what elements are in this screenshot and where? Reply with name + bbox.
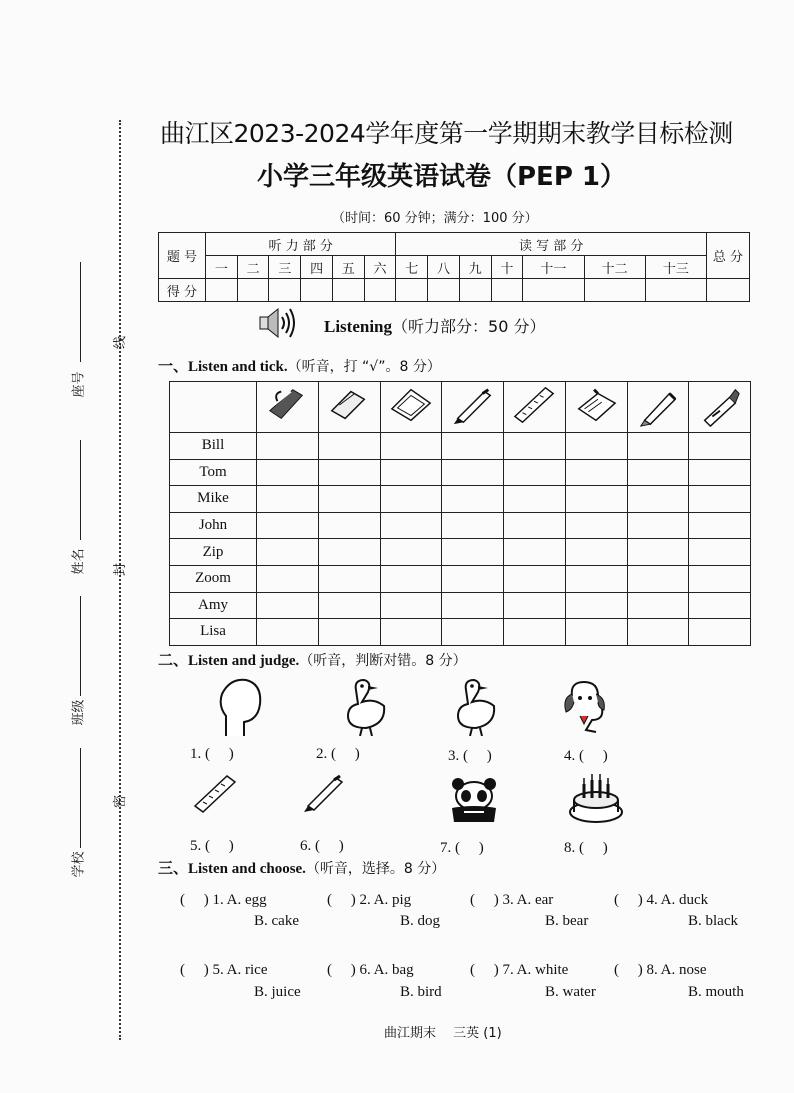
question-number-cell: 八 [428, 256, 460, 279]
ruler-icon [511, 382, 557, 428]
pen-icon [300, 768, 360, 828]
judge-picture [444, 774, 504, 838]
seal-dotted-line [119, 120, 121, 1040]
reading-writing-header: 读 写 部 分 [396, 233, 707, 256]
score-cell[interactable] [396, 279, 428, 302]
tick-cell[interactable] [442, 619, 504, 646]
tick-row [170, 565, 751, 592]
judge-answer-slot[interactable]: 4. ( ) [564, 748, 608, 764]
page-footer: 曲江期末 三英 (1) [384, 1026, 502, 1041]
row-label-score: 得 分 [159, 279, 206, 302]
tick-cell[interactable] [689, 592, 751, 619]
listening-header: 听 力 部 分 [206, 233, 396, 256]
time-info: （时间：60 分钟；满分：100 分） [332, 211, 538, 226]
pen-icon [450, 382, 496, 428]
crayon-icon [697, 382, 743, 428]
tick-cell[interactable] [318, 512, 380, 539]
judge-answer-slot[interactable]: 1. ( ) [190, 746, 234, 762]
section1-title-en: 一、Listen and tick. [158, 359, 288, 375]
judge-picture [184, 770, 258, 834]
tick-cell[interactable] [442, 539, 504, 566]
tick-cell[interactable] [318, 459, 380, 486]
score-cell[interactable] [645, 279, 706, 302]
seat-field[interactable] [80, 262, 81, 362]
judge-picture [214, 676, 274, 740]
tick-row-name: Tom [170, 459, 257, 486]
section3-title [158, 857, 445, 878]
score-cell[interactable] [206, 279, 238, 302]
listening-title-en: Listening [324, 317, 393, 336]
notebook-icon [388, 382, 434, 428]
tick-cell[interactable] [504, 565, 566, 592]
seal-char-line: 线 [113, 335, 129, 350]
judge-picture [338, 676, 398, 740]
tick-cell[interactable] [318, 619, 380, 646]
tick-row-name: Amy [170, 592, 257, 619]
tick-cell[interactable] [627, 565, 689, 592]
ruler-icon [184, 770, 258, 830]
listening-title-cn: （听力部分：50 分） [392, 317, 546, 336]
tick-column-header [627, 382, 689, 433]
question-number-cell: 十 [491, 256, 523, 279]
tick-cell[interactable] [257, 459, 319, 486]
judge-answer-slot[interactable]: 7. ( ) [440, 840, 484, 856]
tick-cell[interactable] [565, 539, 627, 566]
choice-question[interactable]: ( ) 3. A. ear [470, 892, 554, 908]
tick-cell[interactable] [380, 592, 442, 619]
tick-column-header [565, 382, 627, 433]
bag-icon [264, 382, 310, 428]
pencil-icon [635, 382, 681, 428]
tick-cell[interactable] [442, 433, 504, 460]
judge-answer-slot[interactable]: 6. ( ) [300, 838, 344, 854]
panda-icon [444, 774, 504, 834]
tick-cell[interactable] [504, 539, 566, 566]
question-number-cell: 五 [332, 256, 364, 279]
tick-cell[interactable] [689, 459, 751, 486]
eraser-icon [326, 382, 372, 428]
question-number-cell: 十二 [584, 256, 645, 279]
tick-cell[interactable] [565, 459, 627, 486]
tick-row [170, 539, 751, 566]
question-number-cell: 十三 [645, 256, 706, 279]
tick-cell[interactable] [318, 539, 380, 566]
row-label-number: 题 号 [159, 233, 206, 279]
cake-icon [566, 770, 626, 830]
section1-title [158, 355, 441, 376]
seal-char-mi: 密 [113, 794, 129, 809]
tick-cell[interactable] [565, 619, 627, 646]
tick-row-name: Bill [170, 433, 257, 460]
choice-option-b: B. water [545, 984, 596, 1000]
tick-column-header [442, 382, 504, 433]
question-number-cell: 十一 [523, 256, 584, 279]
score-cell[interactable] [584, 279, 645, 302]
tick-cell[interactable] [627, 512, 689, 539]
choice-option-b: B. cake [254, 913, 299, 929]
section1-title-cn: （听音，打 “√”。8 分） [287, 359, 441, 375]
tick-cell[interactable] [257, 619, 319, 646]
tick-cell[interactable] [689, 619, 751, 646]
tick-row [170, 486, 751, 513]
score-cell[interactable] [364, 279, 396, 302]
score-cell[interactable] [523, 279, 584, 302]
tick-cell[interactable] [504, 592, 566, 619]
judge-answer-slot[interactable]: 2. ( ) [316, 746, 360, 762]
page-subtitle: 小学三年级英语试卷（PEP 1） [257, 162, 627, 192]
tick-row [170, 592, 751, 619]
tick-column-header [318, 382, 380, 433]
tick-cell[interactable] [257, 486, 319, 513]
total-score-cell[interactable] [707, 279, 750, 302]
question-number-cell: 七 [396, 256, 428, 279]
score-cell[interactable] [459, 279, 491, 302]
choice-question[interactable]: ( ) 6. A. bag [327, 962, 414, 978]
tick-cell[interactable] [442, 486, 504, 513]
score-cell[interactable] [269, 279, 301, 302]
tick-table-corner [170, 382, 257, 433]
section2-title-en: 二、Listen and judge. [158, 653, 300, 669]
seat-label: 座号 [71, 371, 87, 398]
tick-cell[interactable] [689, 512, 751, 539]
tick-cell[interactable] [257, 512, 319, 539]
score-cell[interactable] [301, 279, 333, 302]
tick-cell[interactable] [257, 433, 319, 460]
choice-question[interactable]: ( ) 2. A. pig [327, 892, 412, 908]
score-table [158, 232, 750, 302]
judge-picture [558, 676, 618, 740]
tick-cell[interactable] [627, 459, 689, 486]
name-field[interactable] [80, 440, 81, 540]
tick-cell[interactable] [689, 486, 751, 513]
choice-question[interactable]: ( ) 7. A. white [470, 962, 569, 978]
score-cell[interactable] [491, 279, 523, 302]
choice-option-b: B. bear [545, 913, 589, 929]
section3-title-cn: （听音，选择。8 分） [305, 861, 446, 877]
judge-answer-slot[interactable]: 3. ( ) [448, 748, 492, 764]
tick-table [169, 381, 751, 646]
tick-column-header [689, 382, 751, 433]
listening-title [324, 314, 545, 337]
tick-column-header [504, 382, 566, 433]
choice-question[interactable]: ( ) 1. A. egg [180, 892, 267, 908]
tick-row [170, 459, 751, 486]
question-number-cell: 四 [301, 256, 333, 279]
section2-title-cn: （听音，判断对错。8 分） [299, 653, 467, 669]
class-field[interactable] [80, 596, 81, 696]
tick-row [170, 619, 751, 646]
choice-question[interactable]: ( ) 4. A. duck [614, 892, 709, 908]
tick-cell[interactable] [627, 619, 689, 646]
tick-cell[interactable] [627, 486, 689, 513]
tick-cell[interactable] [504, 486, 566, 513]
judge-picture [448, 676, 508, 740]
choice-option-b: B. black [688, 913, 738, 929]
choice-option-b: B. dog [400, 913, 441, 929]
class-label: 班级 [71, 699, 87, 726]
choice-option-b: B. bird [400, 984, 442, 1000]
speaker-icon [258, 305, 298, 341]
tick-cell[interactable] [442, 565, 504, 592]
head-icon [214, 676, 274, 736]
tick-cell[interactable] [504, 433, 566, 460]
duck-icon [338, 676, 398, 736]
section3-title-en: 三、Listen and choose. [158, 861, 306, 877]
page-title: 曲江区2023-2024学年度第一学期期末教学目标检测 [160, 119, 733, 148]
tick-cell[interactable] [442, 459, 504, 486]
question-number-cell: 六 [364, 256, 396, 279]
seal-char-feng: 封 [113, 562, 129, 577]
total-header: 总 分 [707, 233, 750, 279]
score-cell[interactable] [237, 279, 269, 302]
question-number-cell: 三 [269, 256, 301, 279]
tick-cell[interactable] [504, 512, 566, 539]
school-field[interactable] [80, 748, 81, 848]
question-number-cell: 二 [237, 256, 269, 279]
tick-cell[interactable] [380, 565, 442, 592]
tick-cell[interactable] [565, 512, 627, 539]
duck-icon [448, 676, 508, 736]
tick-column-header [257, 382, 319, 433]
tick-row-name: John [170, 512, 257, 539]
tick-cell[interactable] [380, 619, 442, 646]
score-cell[interactable] [428, 279, 460, 302]
tick-cell[interactable] [627, 539, 689, 566]
tick-cell[interactable] [257, 592, 319, 619]
tick-cell[interactable] [442, 512, 504, 539]
choice-option-b: B. juice [254, 984, 301, 1000]
tick-cell[interactable] [627, 592, 689, 619]
book-icon [573, 382, 619, 428]
question-number-cell: 九 [459, 256, 491, 279]
dog-icon [558, 676, 618, 736]
tick-cell[interactable] [318, 592, 380, 619]
tick-cell[interactable] [442, 592, 504, 619]
tick-row-name: Zoom [170, 565, 257, 592]
choice-question[interactable]: ( ) 5. A. rice [180, 962, 268, 978]
tick-cell[interactable] [565, 433, 627, 460]
tick-cell[interactable] [504, 459, 566, 486]
tick-row-name: Zip [170, 539, 257, 566]
choice-option-b: B. mouth [688, 984, 744, 1000]
tick-row-name: Lisa [170, 619, 257, 646]
tick-row [170, 433, 751, 460]
question-number-cell: 一 [206, 256, 238, 279]
tick-cell[interactable] [689, 433, 751, 460]
tick-cell[interactable] [689, 539, 751, 566]
tick-cell[interactable] [627, 433, 689, 460]
tick-cell[interactable] [380, 433, 442, 460]
tick-row-name: Mike [170, 486, 257, 513]
tick-cell[interactable] [380, 486, 442, 513]
tick-cell[interactable] [380, 539, 442, 566]
judge-picture [300, 768, 360, 832]
tick-cell[interactable] [504, 619, 566, 646]
choice-question[interactable]: ( ) 8. A. nose [614, 962, 707, 978]
tick-cell[interactable] [318, 486, 380, 513]
section2-title [158, 649, 467, 670]
score-cell[interactable] [332, 279, 364, 302]
tick-cell[interactable] [565, 565, 627, 592]
tick-cell[interactable] [257, 565, 319, 592]
tick-cell[interactable] [318, 565, 380, 592]
name-label: 姓名 [71, 548, 87, 575]
judge-answer-slot[interactable]: 5. ( ) [190, 838, 234, 854]
tick-column-header [380, 382, 442, 433]
tick-cell[interactable] [380, 512, 442, 539]
tick-cell[interactable] [257, 539, 319, 566]
judge-picture [566, 770, 626, 834]
tick-cell[interactable] [565, 486, 627, 513]
judge-answer-slot[interactable]: 8. ( ) [564, 840, 608, 856]
tick-row [170, 512, 751, 539]
tick-cell[interactable] [565, 592, 627, 619]
tick-cell[interactable] [689, 565, 751, 592]
tick-cell[interactable] [318, 433, 380, 460]
tick-cell[interactable] [380, 459, 442, 486]
school-label: 学校 [71, 851, 87, 878]
